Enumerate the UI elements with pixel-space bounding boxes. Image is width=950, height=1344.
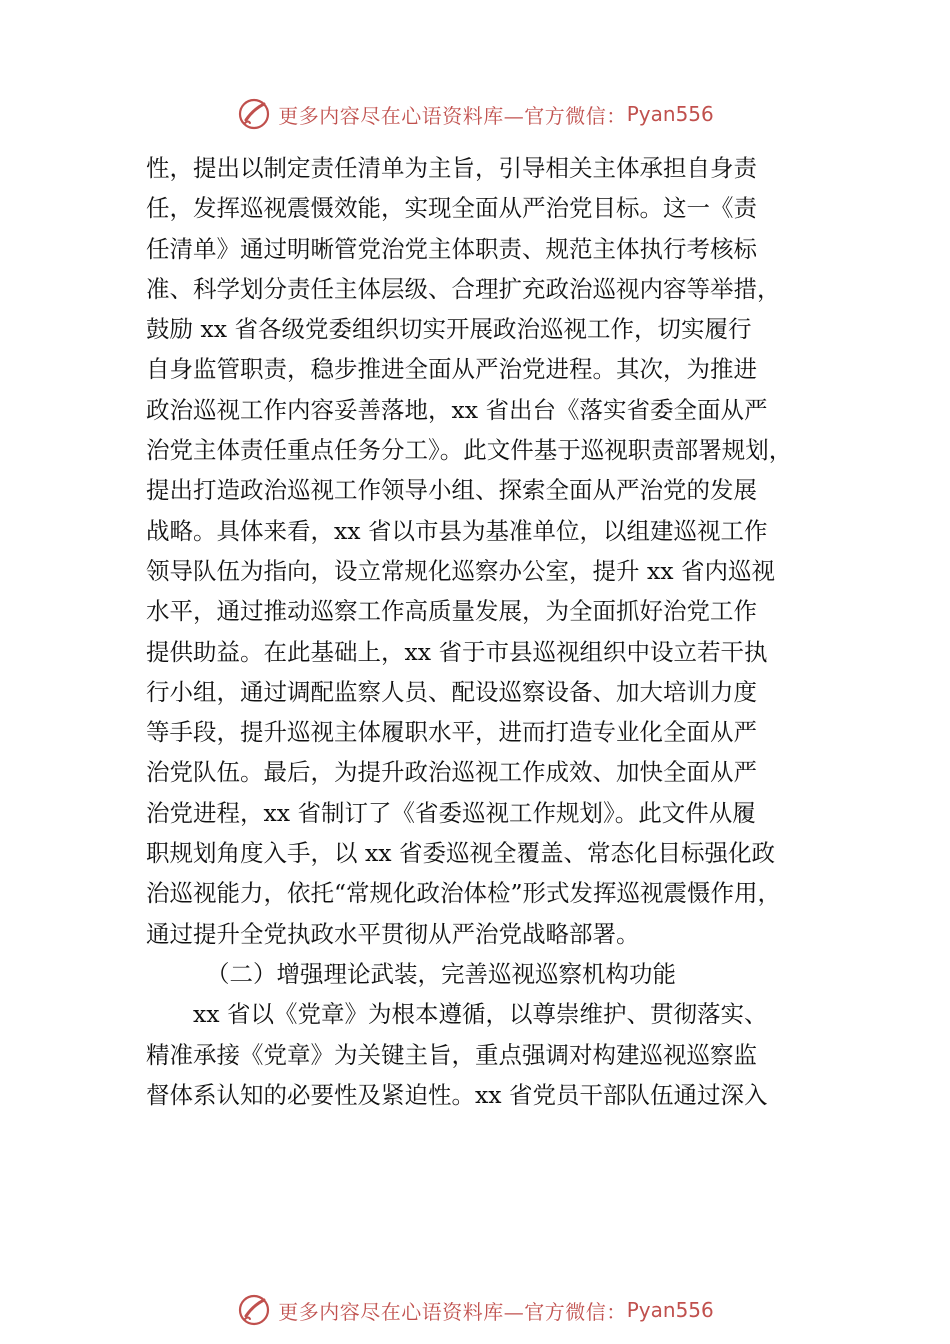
paragraph-first-line: xx 省以《党章》为根本遵循，以尊崇维护、贯彻落实、 xyxy=(193,1000,768,1029)
watermark-text: 更多内容尽在心语资料库—官方微信： xyxy=(278,1299,627,1324)
text-line: 职规划角度入手，以 xx 省委巡视全覆盖、常态化目标强化政 xyxy=(146,839,775,868)
text-line: 自身监管职责，稳步推进全面从严治党进程。其次，为推进 xyxy=(146,355,757,384)
text-line: 治巡视能力，依托“常规化政治体检”形式发挥巡视震慑作用， xyxy=(146,879,782,908)
text-line: 战略。具体来看，xx 省以市县为基准单位，以组建巡视工作 xyxy=(146,516,768,545)
text-line: 水平，通过推动巡察工作高质量发展，为全面抓好治党工作 xyxy=(146,597,757,626)
text-line: 治党主体责任重点任务分工》。此文件基于巡视职责部署规划， xyxy=(146,436,793,465)
section-heading: （二）增强理论武装，完善巡视巡察机构功能 xyxy=(206,959,676,988)
text-line: 任，发挥巡视震慑效能，实现全面从严治党目标。这一《责 xyxy=(146,194,757,223)
text-line: 提出打造政治巡视工作领导小组、探索全面从严治党的发展 xyxy=(146,476,757,505)
text-line: 督体系认知的必要性及紧迫性。xx 省党员干部队伍通过深入 xyxy=(146,1080,768,1109)
document-body xyxy=(146,148,836,1115)
text-line: 等手段，提升巡视主体履职水平，进而打造专业化全面从严 xyxy=(146,718,757,747)
watermark-text: 更多内容尽在心语资料库—官方微信： xyxy=(278,103,627,128)
text-line: 任清单》通过明晰管党治党主体职责、规范主体执行考核标 xyxy=(146,234,757,263)
text-line: 治党队伍。最后，为提升政治巡视工作成效、加快全面从严 xyxy=(146,758,757,787)
text-line: 行小组，通过调配监察人员、配设巡察设备、加大培训力度 xyxy=(146,677,757,706)
brush-logo-icon xyxy=(236,96,272,132)
text-line: 提供助益。在此基础上，xx 省于市县巡视组织中设立若干执 xyxy=(146,637,768,666)
text-line: 政治巡视工作内容妥善落地，xx 省出台《落实省委全面从严 xyxy=(146,395,768,424)
text-line: 治党进程，xx 省制订了《省委巡视工作规划》。此文件从履 xyxy=(146,798,756,827)
brush-logo-icon xyxy=(236,1292,272,1328)
watermark-wechat-id: Pyan556 xyxy=(626,102,714,126)
text-line: 准、科学划分责任主体层级、合理扩充政治巡视内容等举措， xyxy=(146,274,781,303)
text-line: 领导队伍为指向，设立常规化巡察办公室，提升 xx 省内巡视 xyxy=(146,556,775,585)
text-line: 通过提升全党执政水平贯彻从严治党战略部署。 xyxy=(146,919,640,948)
header-watermark xyxy=(0,94,950,134)
footer-watermark xyxy=(0,1290,950,1330)
text-line: 鼓励 xx 省各级党委组织切实开展政治巡视工作，切实履行 xyxy=(146,315,752,344)
watermark-wechat-id: Pyan556 xyxy=(626,1298,714,1322)
text-line: 性，提出以制定责任清单为主旨，引导相关主体承担自身责 xyxy=(146,154,757,182)
text-line: 精准承接《党章》为关键主旨，重点强调对构建巡视巡察监 xyxy=(146,1040,757,1069)
